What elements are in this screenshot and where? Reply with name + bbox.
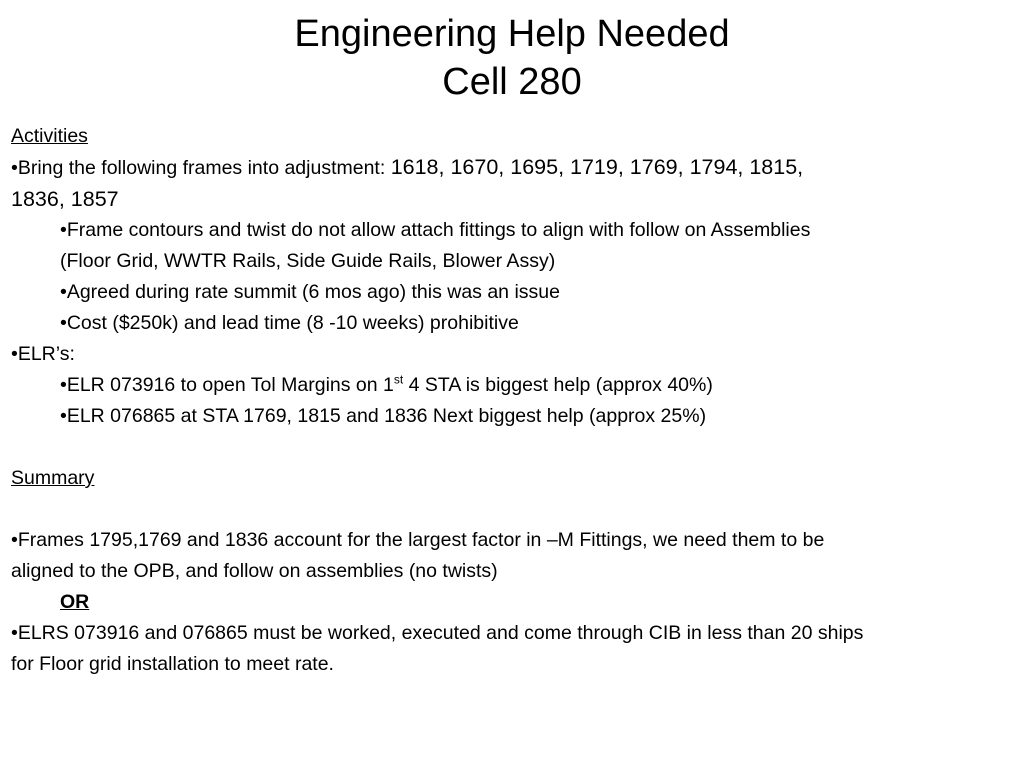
elrs-label: •ELR’s:: [11, 343, 75, 365]
elr1-text-post: 4 STA is biggest help (approx 40%): [403, 374, 713, 396]
slide-title: [0, 10, 1024, 106]
spacer: [11, 494, 1019, 525]
summary-point-frames-continued: aligned to the OPB, and follow on assemblies (no twists): [11, 560, 498, 582]
spacer: [11, 432, 1019, 463]
summary-point-frames: •Frames 1795,1769 and 1836 account for the largest factor in –M Fittings, we need them to be: [11, 529, 825, 551]
title-line-1: Engineering Help Needed: [294, 13, 730, 55]
sub-bullet-rate-summit: •Agreed during rate summit (6 mos ago) this was an issue: [60, 281, 560, 303]
or-separator: OR: [60, 591, 90, 613]
elr1-text-pre: •ELR 073916 to open Tol Margins on 1: [60, 374, 394, 396]
elr-073916-bullet: [11, 370, 1019, 401]
frames-list-continued: 1836, 1857: [11, 187, 119, 211]
frames-bullet: [11, 152, 1019, 184]
activities-heading: Activities: [11, 125, 88, 147]
elr-076865-bullet: •ELR 076865 at STA 1769, 1815 and 1836 Next biggest help (approx 25%): [60, 405, 707, 427]
sub-bullet-contours: •Frame contours and twist do not allow attach fittings to align with follow on Assemblies: [60, 219, 811, 241]
summary-point-elrs-continued: for Floor grid installation to meet rate.: [11, 653, 334, 675]
frames-list: 1618, 1670, 1695, 1719, 1769, 1794, 1815,: [390, 155, 804, 179]
slide-body: [11, 121, 1019, 680]
title-line-2: Cell 280: [442, 61, 582, 103]
summary-heading: Summary: [11, 467, 95, 489]
frames-intro: •Bring the following frames into adjustment:: [11, 157, 391, 179]
sub-bullet-contours-continued: (Floor Grid, WWTR Rails, Side Guide Rails, Blower Assy): [60, 250, 556, 272]
sub-bullet-cost: •Cost ($250k) and lead time (8 -10 weeks) prohibitive: [60, 312, 519, 334]
elr1-superscript: st: [393, 372, 404, 387]
summary-point-elrs: •ELRS 073916 and 076865 must be worked, executed and come through CIB in less than 20 ships: [11, 622, 864, 644]
